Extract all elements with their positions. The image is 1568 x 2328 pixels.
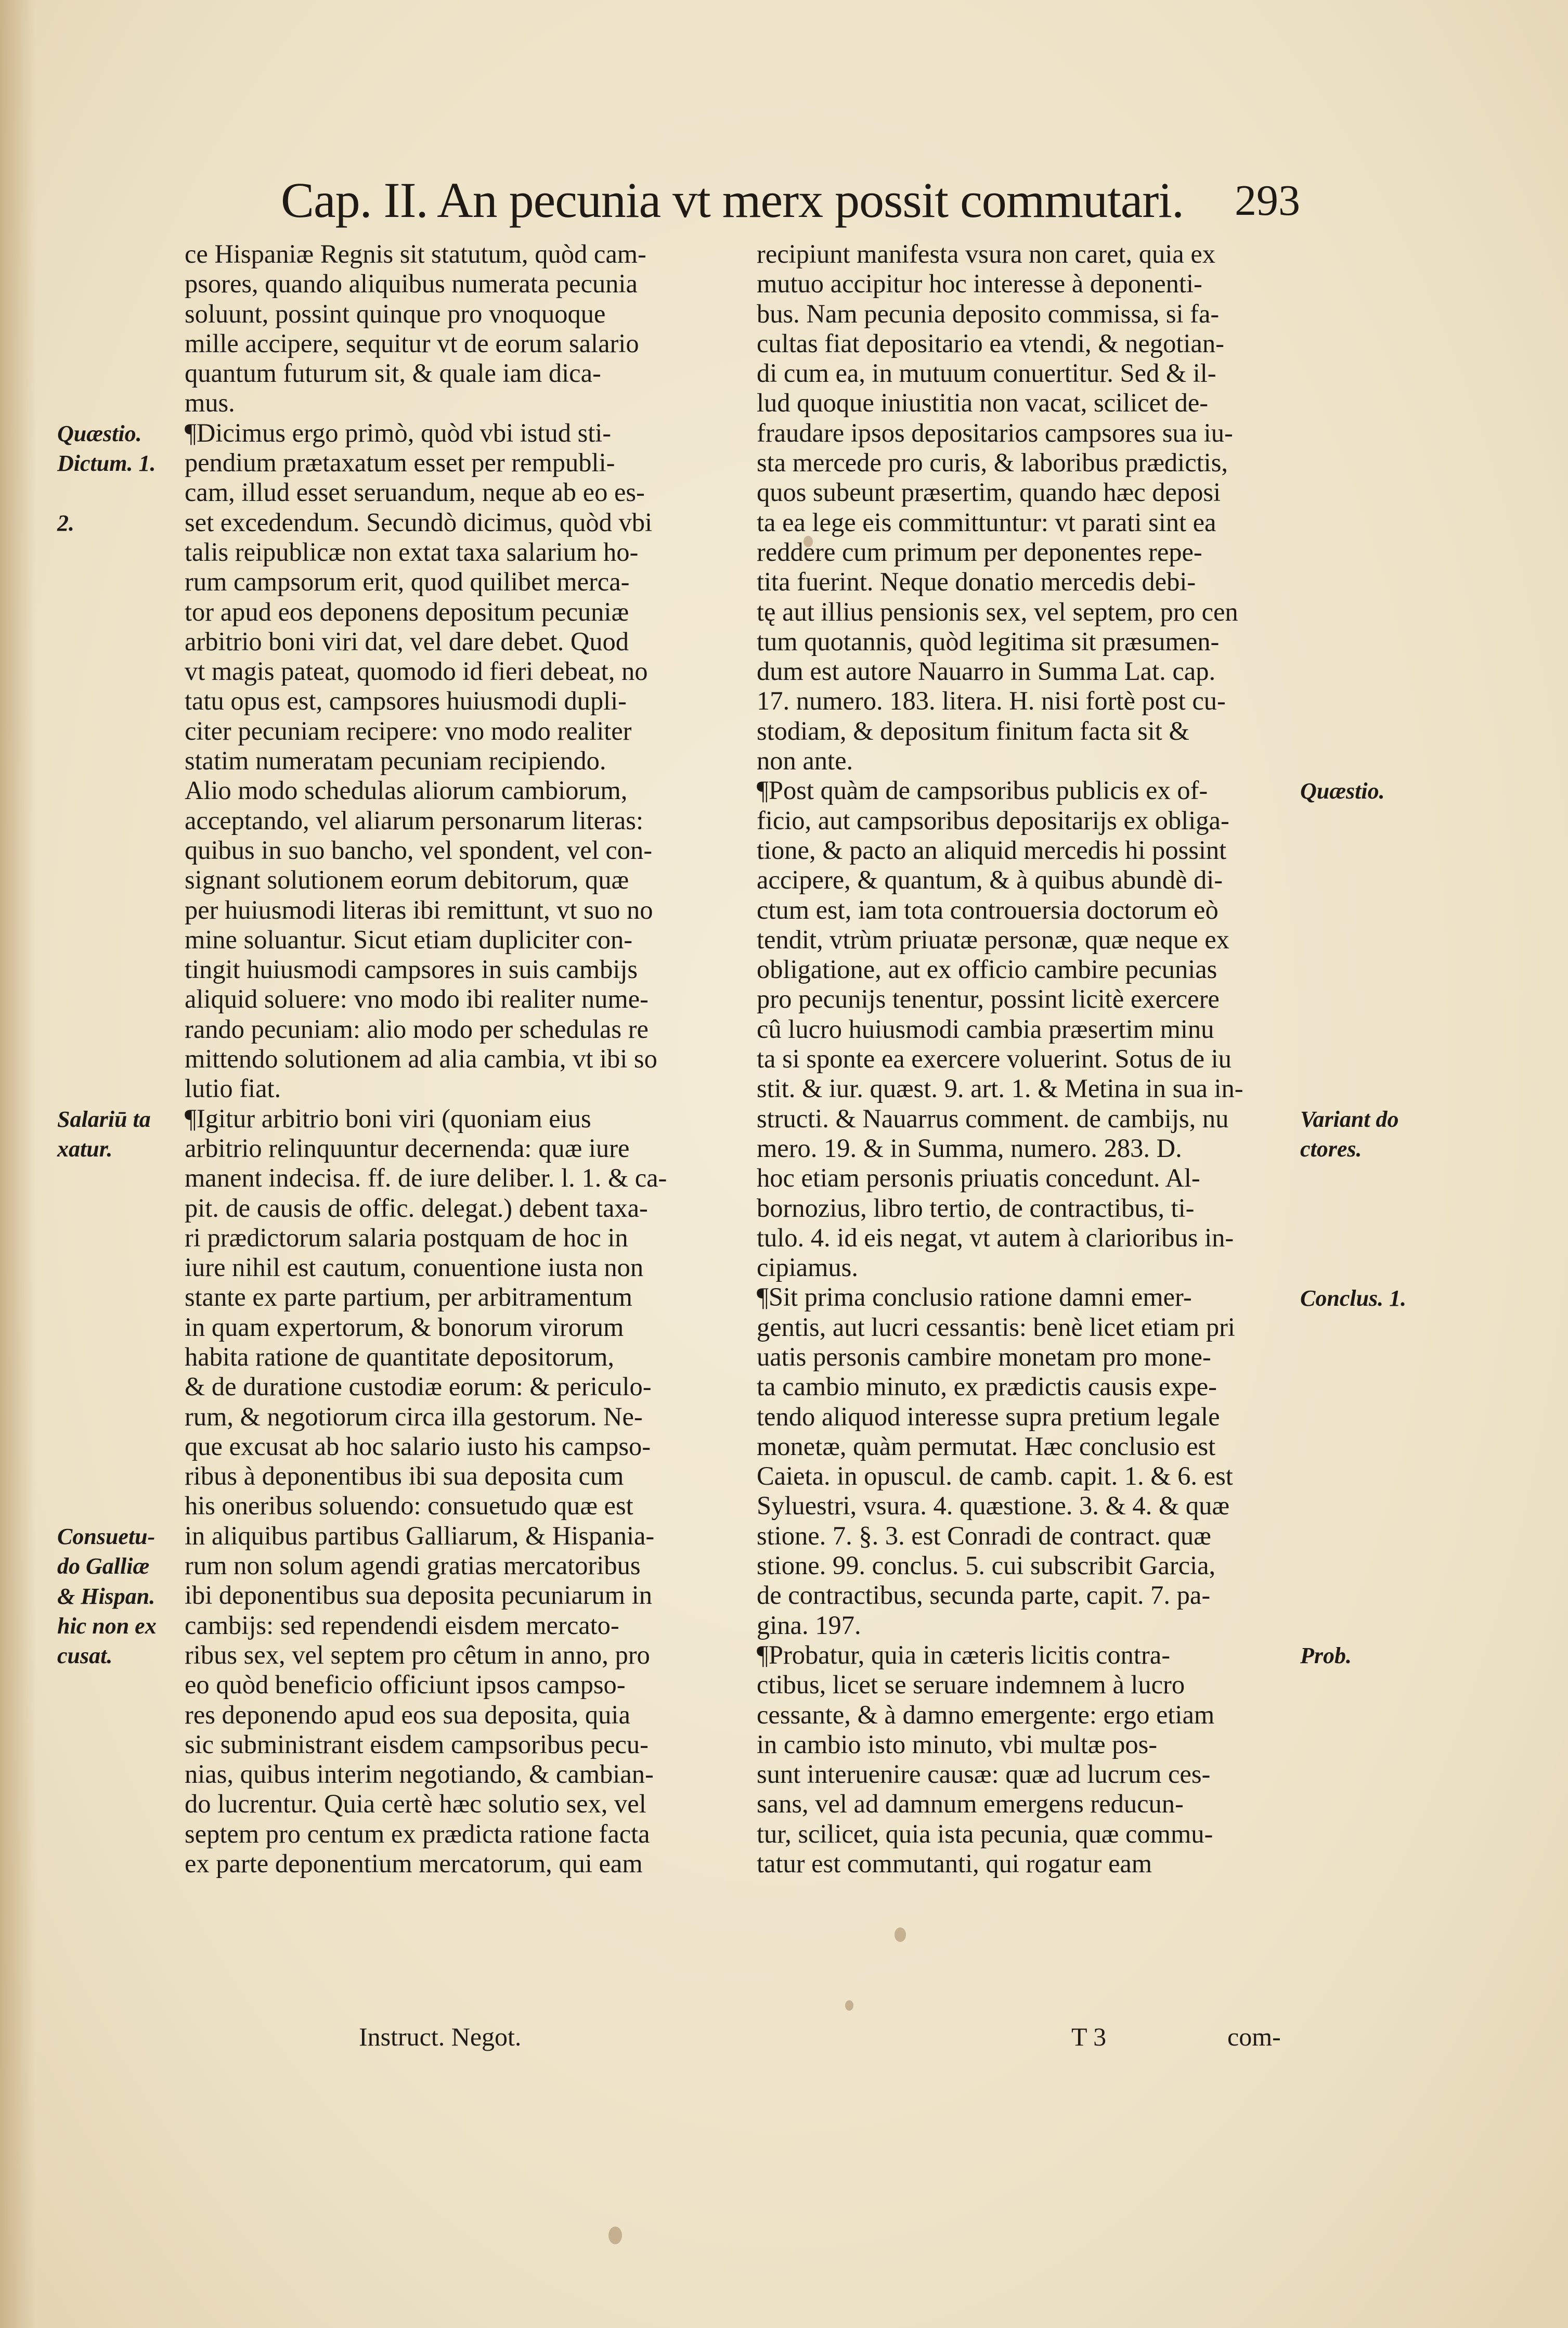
text-line: mero. 19. & in Summa, numero. 283. D. xyxy=(757,1133,1182,1163)
text-line: mutuo accipitur hoc interesse à deponenti- xyxy=(757,269,1202,299)
ink-stain xyxy=(608,2227,622,2244)
text-line: arbitrio boni viri dat, vel dare debet. Quod xyxy=(185,626,629,656)
text-line: ribus sex, vel septem pro cêtum in anno, pro xyxy=(185,1640,650,1669)
marginal-note: Salariū ta xyxy=(57,1106,151,1132)
text-line: Alio modo schedulas aliorum cambiorum, xyxy=(185,776,628,805)
text-line: stodiam, & depositum finitum facta sit & xyxy=(757,716,1189,745)
text-line: di cum ea, in mutuum conuertitur. Sed & il- xyxy=(757,358,1216,388)
text-line: pendium prætaxatum esset per rempubli- xyxy=(185,448,615,478)
text-line: in cambio isto minuto, vbi multæ pos- xyxy=(757,1729,1158,1759)
text-line: psores, quando aliquibus numerata pecunia xyxy=(185,269,638,299)
marginal-note: Conclus. 1. xyxy=(1300,1285,1407,1311)
marginal-note: Consuetu- xyxy=(57,1523,155,1549)
text-line: quibus in suo bancho, vel spondent, vel con- xyxy=(185,835,653,865)
text-line: lutio fiat. xyxy=(185,1074,281,1103)
text-line: tum quotannis, quòd legitima sit præsumen- xyxy=(757,626,1220,656)
text-line: rum non solum agendi gratias mercatoribus xyxy=(185,1551,641,1580)
text-line: 17. numero. 183. litera. H. nisi fortè post cu- xyxy=(757,686,1226,716)
text-line: cambijs: sed rependendi eisdem mercato- xyxy=(185,1610,619,1640)
text-line: quantum futurum sit, & quale iam dica- xyxy=(185,358,601,388)
text-line: tulo. 4. id eis negat, vt autem à clarioribus in- xyxy=(757,1223,1234,1252)
running-header xyxy=(281,166,1300,245)
text-line: habita ratione de quantitate depositorum, xyxy=(185,1342,614,1371)
gutter-shadow xyxy=(0,0,36,2328)
text-line: tatu opus est, campsores huiusmodi dupli- xyxy=(185,686,627,716)
ink-stain xyxy=(895,1927,906,1942)
text-line: nias, quibus interim negotiando, & cambian- xyxy=(185,1759,654,1789)
text-line: recipiunt manifesta vsura non caret, quia ex xyxy=(757,239,1215,268)
text-line: que excusat ab hoc salario iusto his campso- xyxy=(185,1431,651,1461)
text-line: obligatione, aut ex officio cambire pecunias xyxy=(757,955,1217,984)
text-line: ex parte deponentium mercatorum, qui eam xyxy=(185,1849,643,1879)
marginal-note: Prob. xyxy=(1300,1643,1352,1669)
text-line: in quam expertorum, & bonorum virorum xyxy=(185,1312,624,1342)
text-line: ibi deponentibus sua deposita pecuniarum in xyxy=(185,1580,652,1610)
text-line: gina. 197. xyxy=(757,1610,861,1640)
text-line: mine soluantur. Sicut etiam dupliciter con- xyxy=(185,924,633,954)
text-line: Syluestri, vsura. 4. quæstione. 3. & 4. & quæ xyxy=(757,1491,1229,1521)
text-line: ctibus, licet se seruare indemnem à lucro xyxy=(757,1670,1185,1700)
text-line: vt magis pateat, quomodo id fieri debeat, no xyxy=(185,657,648,686)
text-line: tę aut illius pensionis sex, vel septem, pro cen xyxy=(757,597,1238,626)
text-line: ¶Sit prima conclusio ratione damni emer- xyxy=(757,1282,1192,1312)
text-line: quos subeunt præsertim, quando hæc deposi xyxy=(757,478,1221,507)
text-line: stante ex parte partium, per arbitramentum xyxy=(185,1282,632,1312)
marginal-note: Quæstio. xyxy=(1300,778,1385,804)
text-line: ce Hispaniæ Regnis sit statutum, quòd cam- xyxy=(185,239,646,268)
text-line: ta ea lege eis committuntur: vt parati sint ea xyxy=(757,507,1216,537)
text-line: hoc etiam personis priuatis concedunt. Al- xyxy=(757,1163,1200,1193)
marginal-note: do Galliæ xyxy=(57,1553,150,1579)
text-line: bus. Nam pecunia deposito commissa, si fa- xyxy=(757,299,1220,328)
text-line: pro pecunijs tenentur, possint licitè exercere xyxy=(757,984,1220,1014)
text-line: cam, illud esset seruandum, neque ab eo es- xyxy=(185,478,645,507)
footer-catchword-left: Instruct. Negot. xyxy=(359,2022,522,2051)
text-line: ta si sponte ea exercere voluerint. Sotus de iu xyxy=(757,1044,1232,1074)
text-line: dum est autore Nauarro in Summa Lat. cap. xyxy=(757,657,1216,686)
text-line: reddere cum primum per deponentes repe- xyxy=(757,537,1202,567)
text-line: talis reipublicæ non extat taxa salarium ho- xyxy=(185,537,639,567)
text-line: per huiusmodi literas ibi remittunt, vt suo no xyxy=(185,895,653,924)
text-line: sunt interuenire causæ: quæ ad lucrum ces- xyxy=(757,1759,1211,1789)
marginal-note: ctores. xyxy=(1300,1136,1362,1162)
text-line: monetæ, quàm permutat. Hæc conclusio est xyxy=(757,1431,1216,1461)
text-line: accipere, & quantum, & à quibus abundè di- xyxy=(757,865,1223,895)
text-line: acceptando, vel aliarum personarum literas: xyxy=(185,805,643,835)
text-line: tingit huiusmodi campsores in suis cambijs xyxy=(185,955,638,984)
text-line: ¶Dicimus ergo primò, quòd vbi istud sti- xyxy=(185,418,612,447)
text-line: de contractibus, secunda parte, capit. 7. pa- xyxy=(757,1580,1211,1610)
text-line: rando pecuniam: alio modo per schedulas re xyxy=(185,1014,649,1044)
text-line: tione, & pacto an aliquid mercedis hi possint xyxy=(757,835,1227,865)
marginal-note: Variant do xyxy=(1300,1106,1399,1132)
text-line: mille accipere, sequitur vt de eorum salario xyxy=(185,328,639,358)
text-line: manent indecisa. ff. de iure deliber. l. 1. & ca- xyxy=(185,1163,667,1193)
marginal-note: & Hispan. xyxy=(57,1583,155,1609)
text-line: rum campsorum erit, quod quilibet merca- xyxy=(185,567,630,597)
text-line: sic subministrant eisdem campsoribus pecu- xyxy=(185,1729,649,1759)
text-line: in aliquibus partibus Galliarum, & Hispania- xyxy=(185,1521,655,1550)
text-line: set excedendum. Secundò dicimus, quòd vbi xyxy=(185,507,653,537)
text-line: cû lucro huiusmodi cambia præsertim minu xyxy=(757,1014,1214,1044)
text-line: citer pecuniam recipere: vno modo realiter xyxy=(185,716,632,745)
left-text-column xyxy=(185,239,715,1879)
text-line: tatur est commutanti, qui rogatur eam xyxy=(757,1849,1152,1879)
text-line: aliquid soluere: vno modo ibi realiter nume- xyxy=(185,984,649,1014)
text-line: bornozius, libro tertio, de contractibus, ti- xyxy=(757,1193,1195,1223)
page-number: 293 xyxy=(1235,176,1300,225)
signature-mark: T 3 xyxy=(1071,2022,1107,2051)
text-line: cultas fiat depositario ea vtendi, & negotian- xyxy=(757,328,1224,358)
text-line: tor apud eos deponens depositum pecuniæ xyxy=(185,597,629,626)
text-line: ficio, aut campsoribus depositarijs ex obliga- xyxy=(757,805,1229,835)
text-line: tendit, vtrùm priuatæ personæ, quæ neque ex xyxy=(757,924,1229,954)
ink-stain xyxy=(845,2000,853,2011)
text-line: mittendo solutionem ad alia cambia, vt ibi so xyxy=(185,1044,657,1074)
marginal-note: Dictum. 1. xyxy=(57,451,156,477)
text-line: cipiamus. xyxy=(757,1253,858,1282)
text-line: statim numeratam pecuniam recipiendo. xyxy=(185,746,606,776)
text-line: septem pro centum ex prædicta ratione facta xyxy=(185,1819,650,1848)
marginal-note: hic non ex xyxy=(57,1613,157,1639)
text-line: ta cambio minuto, ex prædictis causis expe- xyxy=(757,1372,1217,1401)
text-line: stit. & iur. quæst. 9. art. 1. & Metina in sua in- xyxy=(757,1074,1243,1103)
text-line: rum, & negotiorum circa illa gestorum. Ne- xyxy=(185,1401,643,1431)
text-line: ¶Post quàm de campsoribus publicis ex of- xyxy=(757,776,1208,805)
text-line: tita fuerint. Neque donatio mercedis debi- xyxy=(757,567,1196,597)
text-line: iure nihil est cautum, conuentione iusta non xyxy=(185,1253,644,1282)
text-line: fraudare ipsos depositarios campsores sua iu- xyxy=(757,418,1233,447)
chapter-title: Cap. II. An pecunia vt merx possit commutari. xyxy=(281,172,1184,228)
text-line: ribus à deponentibus ibi sua deposita cum xyxy=(185,1461,624,1491)
footer-catchword-right: com- xyxy=(1227,2022,1281,2051)
marginal-note: 2. xyxy=(57,510,74,536)
right-text-column xyxy=(757,239,1298,1879)
text-line: lud quoque iniustitia non vacat, scilicet de- xyxy=(757,388,1209,418)
text-line: tur, scilicet, quia ista pecunia, quæ commu- xyxy=(757,1819,1213,1848)
text-line: cessante, & à damno emergente: ergo etiam xyxy=(757,1700,1215,1729)
text-line: pit. de causis de offic. delegat.) debent taxa- xyxy=(185,1193,648,1223)
text-line: Caieta. in opuscul. de camb. capit. 1. & 6. est xyxy=(757,1461,1233,1491)
text-line: his oneribus soluendo: consuetudo quæ est xyxy=(185,1491,633,1521)
text-line: res deponendo apud eos sua deposita, quia xyxy=(185,1700,630,1729)
text-line: signant solutionem eorum debitorum, quæ xyxy=(185,865,629,895)
text-line: tendo aliquod interesse supra pretium legale xyxy=(757,1401,1220,1431)
text-line: gentis, aut lucri cessantis: benè licet etiam pri xyxy=(757,1312,1235,1342)
text-line: eo quòd beneficio officiunt ipsos campso- xyxy=(185,1670,626,1700)
text-line: ¶Probatur, quia in cæteris licitis contra- xyxy=(757,1640,1171,1669)
text-line: ctum est, iam tota controuersia doctorum eò xyxy=(757,895,1219,924)
text-line: stione. 7. §. 3. est Conradi de contract. quæ xyxy=(757,1521,1211,1550)
text-line: sans, vel ad damnum emergens reducun- xyxy=(757,1789,1184,1819)
marginal-note: xatur. xyxy=(57,1136,113,1162)
text-line: ri prædictorum salaria postquam de hoc in xyxy=(185,1223,628,1252)
text-line: soluunt, possint quinque pro vnoquoque xyxy=(185,299,606,328)
text-line: structi. & Nauarrus comment. de cambijs, nu xyxy=(757,1103,1229,1133)
text-line: ¶Igitur arbitrio boni viri (quoniam eius xyxy=(185,1103,591,1133)
marginal-note: Quæstio. xyxy=(57,420,142,446)
text-line: sta mercede pro curis, & laboribus prædictis, xyxy=(757,448,1228,478)
marginal-note: cusat. xyxy=(57,1643,113,1669)
text-line: mus. xyxy=(185,388,235,418)
text-line: & de duratione custodiæ eorum: & periculo- xyxy=(185,1372,652,1401)
text-line: do lucrentur. Quia certè hæc solutio sex, vel xyxy=(185,1789,646,1819)
text-line: uatis personis cambire monetam pro mone- xyxy=(757,1342,1211,1371)
text-line: non ante. xyxy=(757,746,853,776)
text-line: stione. 99. conclus. 5. cui subscribit Garcia, xyxy=(757,1551,1216,1580)
text-line: arbitrio relinquuntur decernenda: quæ iure xyxy=(185,1133,630,1163)
